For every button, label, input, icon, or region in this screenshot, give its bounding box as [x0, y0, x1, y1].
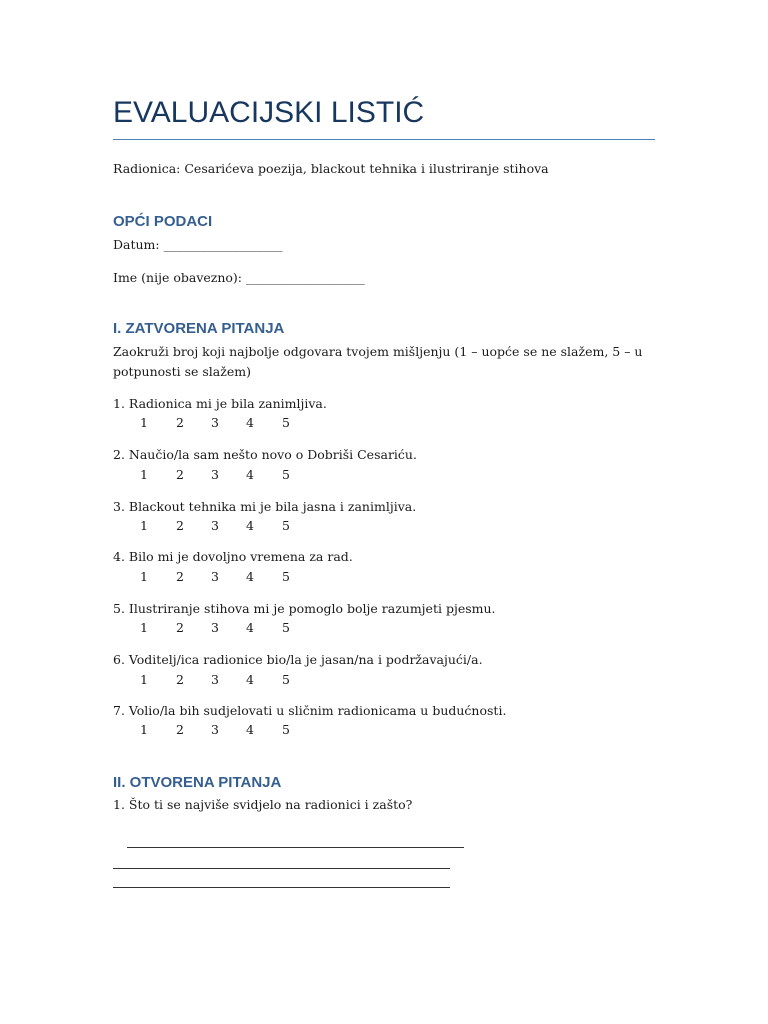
closed-questions-heading: I. ZATVORENA PITANJA	[113, 320, 285, 337]
rating-option[interactable]: 2	[176, 722, 184, 737]
rating-option[interactable]: 4	[246, 518, 254, 533]
rating-option[interactable]: 2	[176, 467, 184, 482]
question-1: 1. Radionica mi je bila zanimljiva.	[113, 396, 327, 411]
rating-option[interactable]: 1	[140, 722, 148, 737]
question-7: 7. Volio/la bih sudjelovati u sličnim radionicama u budućnosti.	[113, 703, 507, 718]
rating-option[interactable]: 3	[211, 467, 219, 482]
rating-option[interactable]: 1	[140, 672, 148, 687]
answer-line-3[interactable]	[113, 887, 450, 888]
rating-option[interactable]: 5	[282, 467, 290, 482]
rating-option[interactable]: 3	[211, 722, 219, 737]
rating-option[interactable]: 1	[140, 415, 148, 430]
rating-option[interactable]: 3	[211, 672, 219, 687]
rating-option[interactable]: 5	[282, 620, 290, 635]
instruction-line-1: Zaokruži broj koji najbolje odgovara tvojem mišljenju (1 – uopće se ne slažem, 5 – u	[113, 344, 643, 359]
question-2: 2. Naučio/la sam nešto novo o Dobriši Cesariću.	[113, 447, 417, 462]
name-field[interactable]: Ime (nije obavezno): ___________________	[113, 270, 365, 285]
rating-option[interactable]: 1	[140, 518, 148, 533]
rating-option[interactable]: 3	[211, 518, 219, 533]
rating-option[interactable]: 3	[211, 415, 219, 430]
rating-option[interactable]: 1	[140, 620, 148, 635]
general-heading: OPĆI PODACI	[113, 213, 213, 230]
rating-option[interactable]: 2	[176, 620, 184, 635]
rating-option[interactable]: 4	[246, 415, 254, 430]
question-3: 3. Blackout tehnika mi je bila jasna i zanimljiva.	[113, 499, 417, 514]
question-5: 5. Ilustriranje stihova mi je pomoglo bolje razumjeti pjesmu.	[113, 601, 496, 616]
rating-option[interactable]: 5	[282, 415, 290, 430]
rating-option[interactable]: 5	[282, 569, 290, 584]
rating-option[interactable]: 5	[282, 518, 290, 533]
open-question-1: 1. Što ti se najviše svidjelo na radionici i zašto?	[113, 797, 413, 812]
workshop-line: Radionica: Cesarićeva poezija, blackout tehnika i ilustriranje stihova	[113, 161, 549, 176]
page-title: EVALUACIJSKI LISTIĆ	[113, 96, 425, 129]
rating-option[interactable]: 3	[211, 569, 219, 584]
rating-option[interactable]: 1	[140, 569, 148, 584]
rating-option[interactable]: 5	[282, 672, 290, 687]
question-6: 6. Voditelj/ica radionice bio/la je jasan/na i podržavajući/a.	[113, 652, 483, 667]
rating-option[interactable]: 2	[176, 518, 184, 533]
rating-option[interactable]: 4	[246, 620, 254, 635]
rating-option[interactable]: 1	[140, 467, 148, 482]
rating-option[interactable]: 4	[246, 569, 254, 584]
rating-option[interactable]: 5	[282, 722, 290, 737]
rating-option[interactable]: 2	[176, 569, 184, 584]
open-questions-heading: II. OTVORENA PITANJA	[113, 774, 282, 791]
rating-option[interactable]: 4	[246, 722, 254, 737]
instruction-line-2: potpunosti se slažem)	[113, 364, 251, 379]
title-underline	[113, 139, 655, 140]
rating-option[interactable]: 2	[176, 672, 184, 687]
rating-option[interactable]: 2	[176, 415, 184, 430]
answer-line-1[interactable]	[127, 847, 464, 848]
rating-option[interactable]: 3	[211, 620, 219, 635]
date-field[interactable]: Datum: ___________________	[113, 237, 283, 252]
rating-option[interactable]: 4	[246, 467, 254, 482]
answer-line-2[interactable]	[113, 868, 450, 869]
rating-option[interactable]: 4	[246, 672, 254, 687]
question-4: 4. Bilo mi je dovoljno vremena za rad.	[113, 549, 353, 564]
